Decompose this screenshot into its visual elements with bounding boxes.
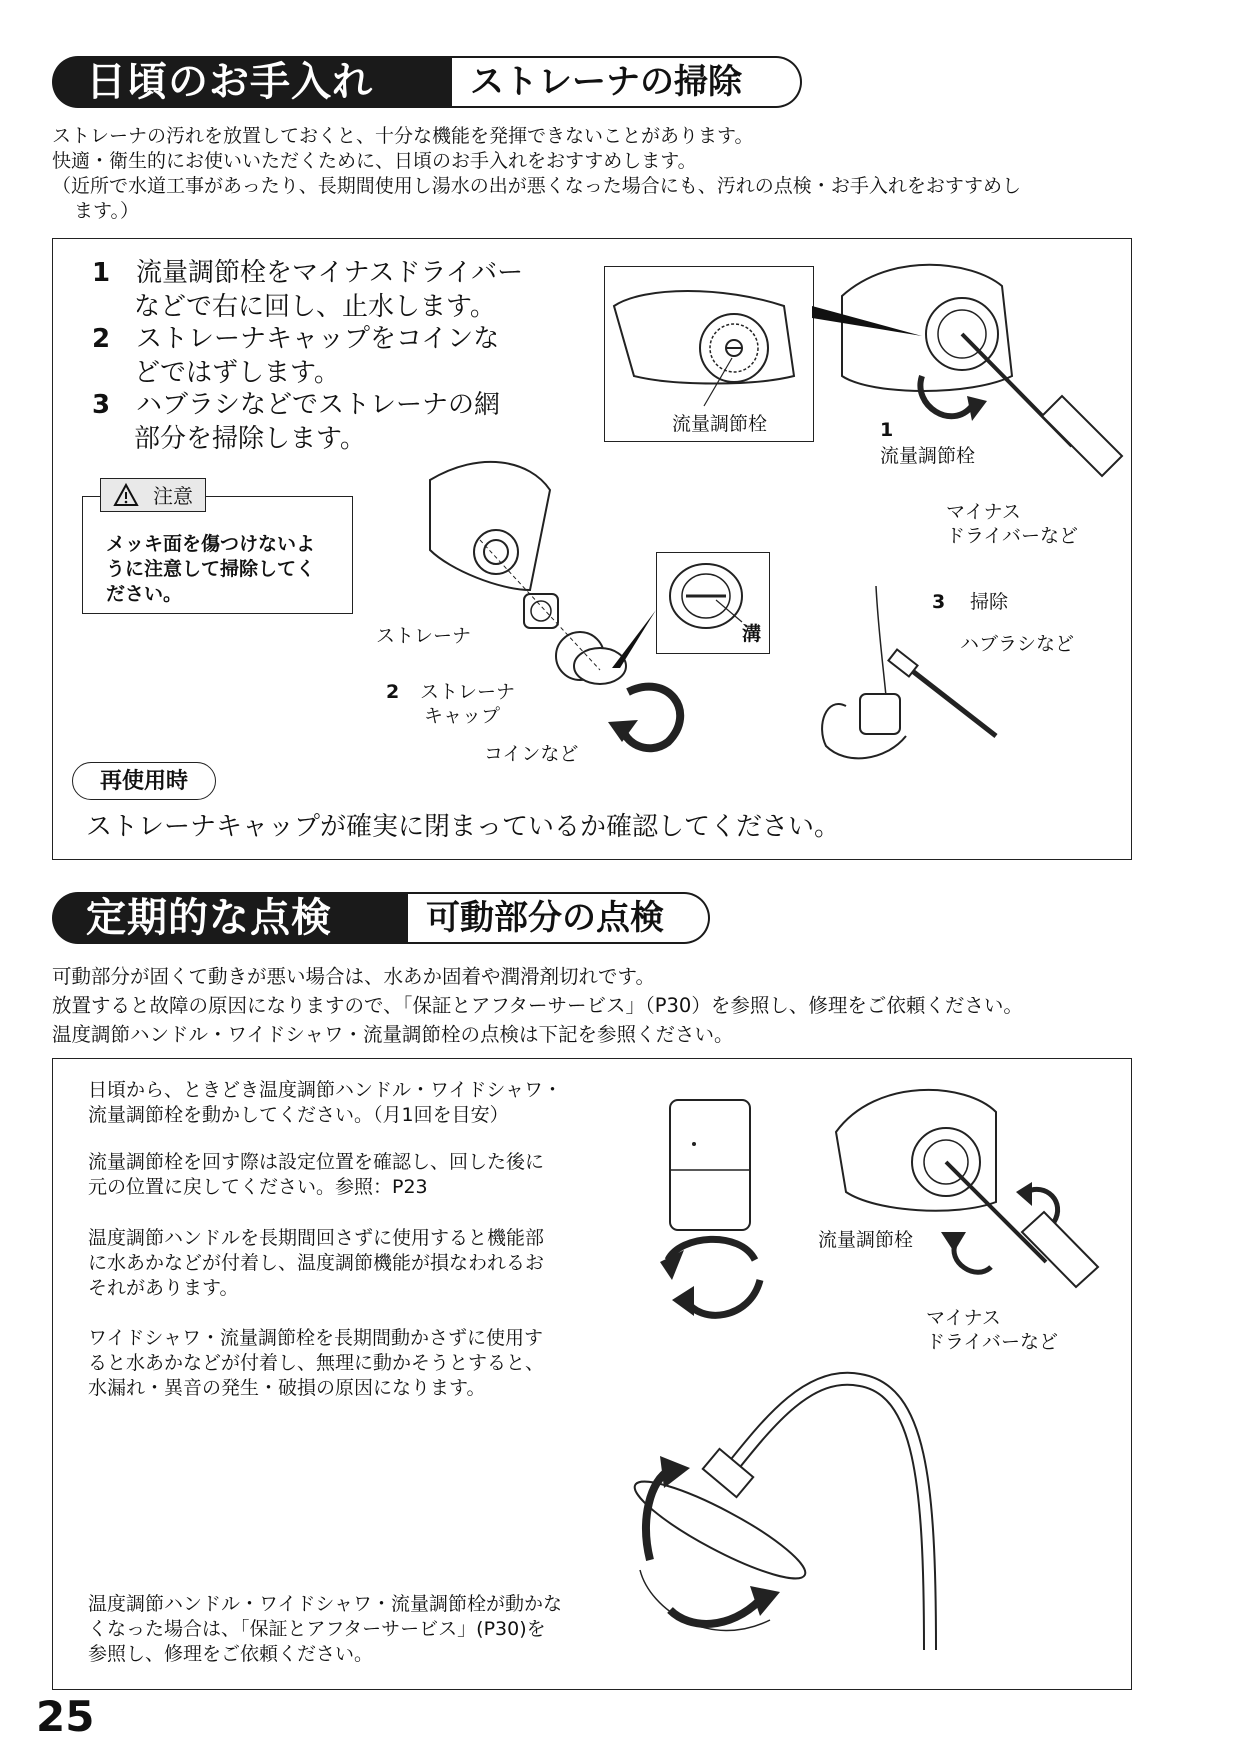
- faucet-driver-illustration: [812, 256, 1132, 526]
- intro-line: （近所で水道工事があったり、長期間使用し湯水の出が悪くなった場合にも、汚れの点検・お手入れをおすすめし: [52, 175, 1022, 197]
- driver-label-2: マイナス ドライバーなど: [926, 1307, 1059, 1353]
- temperature-handle-illustration: [660, 1090, 780, 1340]
- section2-intro: [52, 962, 1172, 1049]
- inspection-para-4: ワイドシャワ・流量調節栓を長期間動かさずに使用す ると水あかなどが付着し、無理に動かそうとすると、 水漏れ・異音の発生・破損の原因になります。: [88, 1327, 545, 1399]
- toothbrush-cleaning-illustration: [786, 586, 1026, 786]
- groove-pointer: [612, 610, 662, 670]
- intro-line: ます。）: [74, 200, 139, 222]
- reuse-text: ストレーナキャップが確実に閉まっているか確認してください。: [86, 812, 841, 842]
- intro-line: 快適・衛生的にお使いいただくために、日頃のお手入れをおすすめします。: [52, 150, 697, 172]
- intro-line: 温度調節ハンドル・ワイドシャワ・流量調節栓の点検は下記を参照ください。: [52, 1023, 734, 1046]
- groove-label: 溝: [742, 623, 762, 645]
- cap-number: 2: [386, 681, 400, 703]
- toothbrush-label: ハブラシなど: [960, 633, 1075, 655]
- inspection-para-2: 流量調節栓を回す際は設定位置を確認し、回した後に 元の位置に戻してください。参照：P23: [88, 1151, 545, 1198]
- inspection-para-1: 日頃から、ときどき温度調節ハンドル・ワイドシャワ・ 流量調節栓を動かしてください。（月1回を目安）: [88, 1079, 563, 1126]
- reuse-badge: 再使用時: [72, 762, 216, 800]
- section1-title: 日頃のお手入れ: [52, 56, 452, 108]
- driver-label: マイナス ドライバーなど: [946, 501, 1079, 547]
- strainer-label: ストレーナ: [376, 625, 472, 647]
- section1-intro: [52, 124, 1172, 224]
- caution-text: メッキ面を傷つけないよ うに注意して掃除してく ださい。: [106, 533, 316, 605]
- intro-line: 放置すると故障の原因になりますので、「保証とアフターサービス」（P30）を参照し、修理をご依頼ください。: [52, 994, 1023, 1017]
- intro-line: 可動部分が固くて動きが悪い場合は、水あか固着や潤滑剤切れです。: [52, 965, 655, 988]
- step-1: 1 流量調節栓をマイナスドライバー などで右に回し、止水します。: [92, 258, 524, 322]
- warning-icon: [113, 483, 139, 507]
- section1-header: [52, 56, 804, 108]
- step3-label: 掃除: [970, 591, 1009, 613]
- step3-number: 3: [932, 591, 946, 613]
- rotate-arrow-icon: [608, 672, 698, 762]
- flow-valve-inset-label: 流量調節栓: [672, 413, 768, 435]
- strainer-cap-label: ストレーナ キャップ: [420, 681, 516, 727]
- intro-line: ストレーナの汚れを放置しておくと、十分な機能を発揮できないことがあります。: [52, 125, 754, 147]
- section1-subtitle: ストレーナの掃除: [452, 56, 802, 108]
- step-3: 3 ハブラシなどでストレーナの網 部分を掃除します。: [92, 390, 501, 454]
- caution-title: 注意: [153, 484, 193, 508]
- flow-valve-driver-illustration: [826, 1082, 1116, 1332]
- page-number: 25: [36, 1692, 95, 1741]
- section2-subtitle: 可動部分の点検: [408, 892, 710, 944]
- step1-number: 1: [880, 419, 894, 441]
- coin-label: コインなど: [484, 743, 579, 765]
- wide-shower-illustration: [620, 1360, 950, 1660]
- caution-heading: [100, 478, 206, 512]
- step1-flow-valve-label: 流量調節栓: [880, 445, 976, 467]
- inspection-para-5: 温度調節ハンドル・ワイドシャワ・流量調節栓が動かな くなった場合は、「保証とアフターサービス」(P30)を 参照し、修理をご依頼ください。: [88, 1593, 563, 1665]
- inset-pointer: [812, 306, 962, 366]
- section2-title: 定期的な点検: [52, 892, 408, 944]
- step-2: 2 ストレーナキャップをコインな どではずします。: [92, 324, 500, 388]
- section2-header: [52, 892, 712, 944]
- inspection-para-3: 温度調節ハンドルを長期間回さずに使用すると機能部 に水あかなどが付着し、温度調節機能が損なわれるお それがあります。: [88, 1227, 545, 1299]
- flow-valve-label: 流量調節栓: [818, 1229, 914, 1251]
